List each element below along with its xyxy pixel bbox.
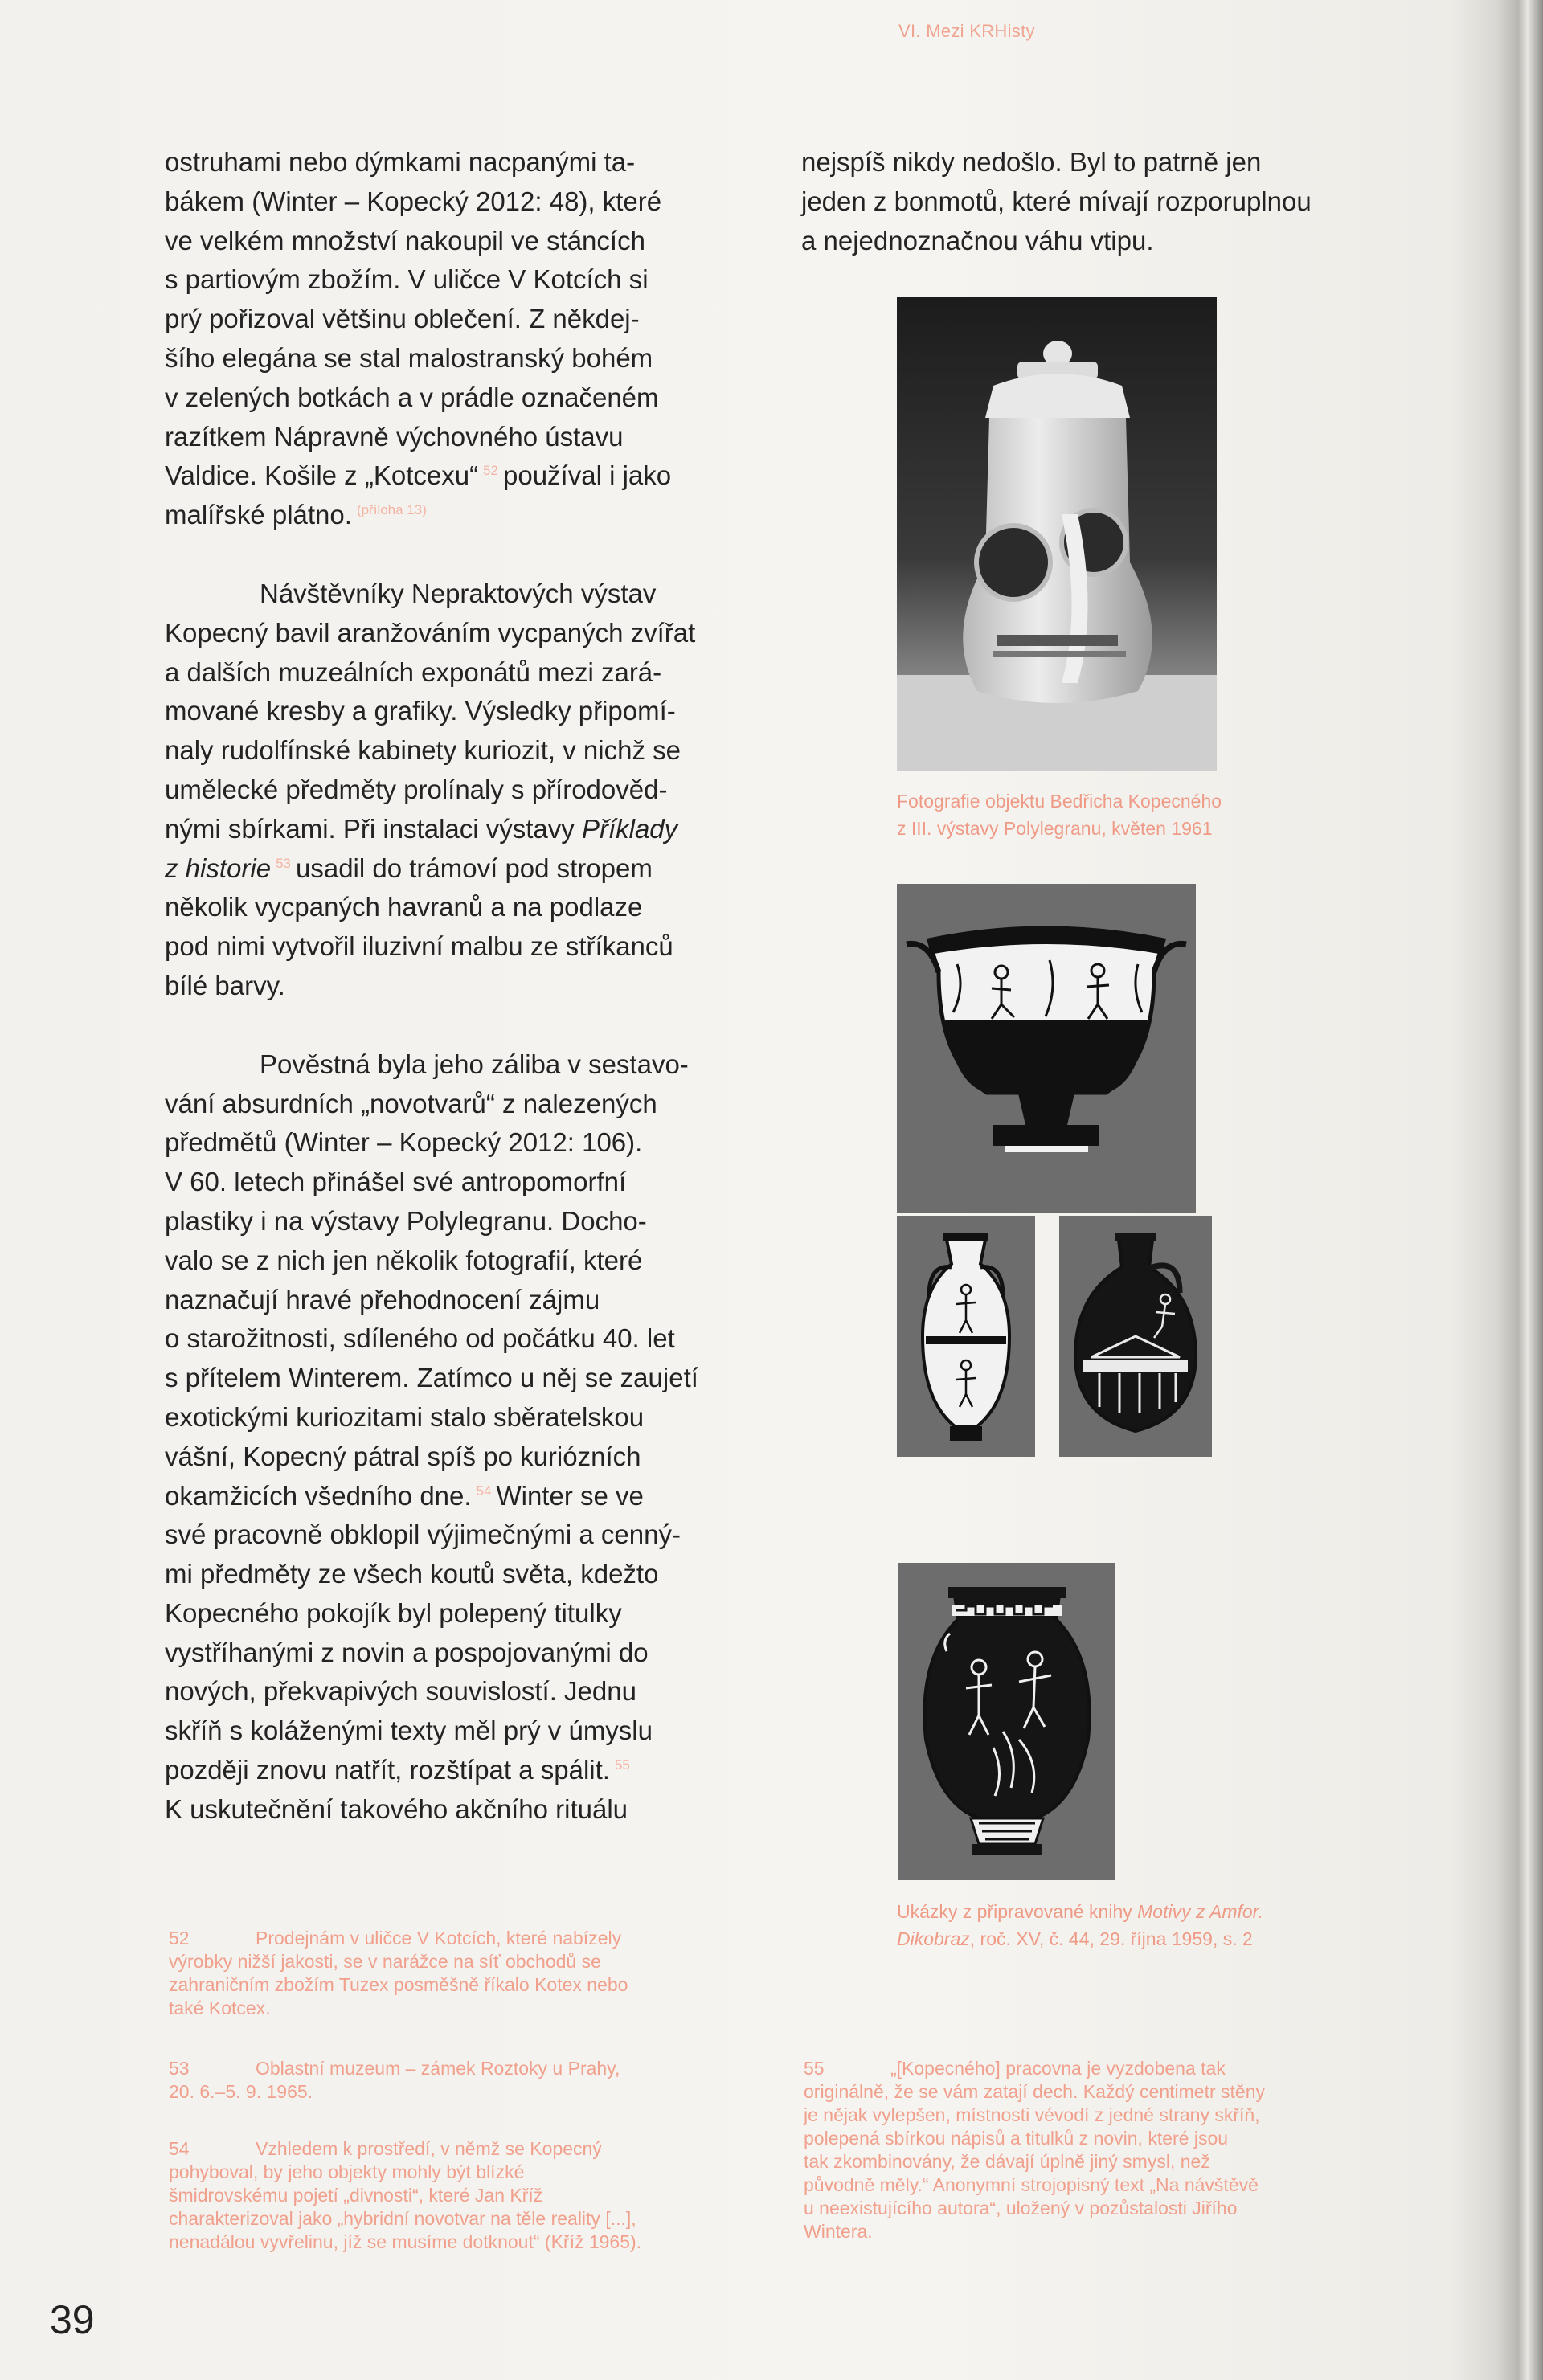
text-line: razítkem Nápravně výchovného ústavu [165,421,624,452]
amphora-illustration [897,1216,1035,1457]
caption-vase-drawings [897,1898,1263,1953]
paragraph-2 [165,575,776,1006]
right-text-column [801,143,1412,260]
text-line: vášní, Kopecný pátral spíš po kuriózních [165,1441,641,1471]
footnote-line: 20. 6.–5. 9. 1965. [169,2081,313,2102]
text-line: několik vycpaných havranů a na podlaze [165,892,643,922]
text-line: bílé barvy. [165,970,285,1000]
vase-drawing-amphora [897,1216,1035,1457]
footnote-line: charakterizoval jako „hybridní novotvar na těle reality [...], [169,2208,636,2229]
footnote-ref-52[interactable]: 52 [483,463,498,479]
krater-illustration [897,884,1196,1213]
flask-illustration [1059,1216,1212,1457]
text-line: vystříhanými z novin a pospojovanými do [165,1637,649,1667]
text-line: a nejednoznačnou váhu vtipu. [801,225,1154,256]
text-line: s partiovým zbožím. V uličce V Kotcích si [165,264,649,295]
text-line: nejspíš nikdy nedošlo. Byl to patrně jen [801,147,1262,177]
page-number: 39 [50,2297,95,2342]
periodical-title: Dikobraz [897,1928,970,1949]
text-line: předmětů (Winter – Kopecký 2012: 106). [165,1127,643,1158]
appendix-ref[interactable]: (příloha 13) [356,502,427,518]
text-line: naznačují hravé přehodnocení zájmu [165,1284,600,1315]
caption-line: Dikobraz, roč. XV, č. 44, 29. října 1959, s. 2 [897,1928,1253,1949]
text-line: své pracovně obklopil výjimečnými a cenný- [165,1519,681,1550]
text-line: Návštěvníky Nepraktových výstav [260,578,657,608]
text-line: prý pořizoval většinu oblečení. Z někdej- [165,304,640,334]
text-line: skříň s koláženými texty měl prý v úmyslu [165,1715,653,1746]
text-line: malířské plátno. $^{(příloha 13)}$ [165,500,427,530]
exhibition-title: Příklady [581,813,678,844]
vase-drawing-flask [1059,1216,1212,1457]
footnote-ref-53[interactable]: 53 [276,855,291,871]
footnote-55 [804,2057,1265,2243]
footnote-line: výrobky nižší jakosti, se v narážce na síť obchodů se [169,1951,601,1972]
footnote-ref-55[interactable]: 55 [614,1757,630,1773]
text-line: pod nimi vytvořil iluzivní malbu ze stříkanců [165,931,673,962]
text-line: ostruhami nebo dýmkami nacpanými ta- [165,147,636,177]
text-line: valo se z nich jen několik fotografií, které [165,1245,643,1275]
vase-drawing-krater [897,884,1196,1213]
caption-photo-object [897,787,1222,842]
vase-drawing-tall [898,1563,1115,1880]
footnote-ref-54[interactable]: 54 [476,1482,492,1499]
footnote-52 [169,1927,628,2020]
text-line: později znovu natřít, rozštípat a spálit. $^{55}$ [165,1755,630,1785]
footnote-line: polepená sbírkou nápisů a titulků z novin, které jsou [804,2128,1229,2149]
book-title: Motivy z Amfor. [1137,1901,1263,1922]
footnote-line: Wintera. [804,2221,873,2242]
left-text-column [165,143,776,1869]
footnote-number: 52 [169,1928,190,1949]
paragraph-3 [165,1045,776,1830]
footnote-line: zahraničním zbožím Tuzex posměšně říkalo Kotex nebo [169,1974,628,1995]
text-line: mi předměty ze všech koutů světa, kdežto [165,1559,659,1589]
text-line: Kopecný bavil aranžováním vycpaných zvířat [165,617,696,648]
text-line: umělecké předměty prolínaly s přírodověd- [165,774,668,804]
text-line: bákem (Winter – Kopecký 2012: 48), které [165,186,662,216]
footnote-line: je nějak vylepšen, místnosti vévodí z jedné strany skříň, [804,2104,1260,2125]
footnote-number: 54 [169,2138,190,2159]
footnote-54 [169,2137,641,2254]
text-line: o starožitnosti, sdíleného od počátku 40. let [165,1323,675,1354]
text-line: jeden z bonmotů, které mívají rozporuplnou [801,186,1312,216]
footnote-line: tak zkombinovány, že dávají úplně jiný smysl, než [804,2151,1210,2172]
footnote-line: 53 Oblastní muzeum – zámek Roztoky u Prahy, [169,2058,620,2079]
text-line: Valdice. Košile z „Kotcexu“ $^{52}$ používal i jako [165,460,672,491]
text-line: exotickými kuriozitami stalo sběratelskou [165,1401,645,1432]
text-line: naly rudolfínské kabinety kuriozit, v nichž se [165,735,681,766]
text-line: z historie $^{53}$ usadil do trámoví pod stropem [165,853,653,883]
object-photo-illustration [897,297,1217,771]
footnote-line: 55 „[Kopecného] pracovna je vyzdobena tak [804,2058,1226,2079]
text-line: nými sbírkami. Při instalaci výstavy Příklady [165,813,678,844]
text-line: okamžicích všedního dne. $^{54}$ Winter se ve [165,1480,644,1511]
exhibition-title: z historie [165,853,272,883]
text-line: s přítelem Winterem. Zatímco u něj se zaujetí [165,1363,698,1393]
paragraph-1 [165,143,776,535]
caption-line: Fotografie objektu Bedřicha Kopecného [897,791,1222,812]
footnote-line: šmidrovskému pojetí „divnosti“, které Jan Kříž [169,2185,543,2206]
footnote-line: také Kotcex. [169,1998,271,2018]
caption-line: z III. výstavy Polylegranu, květen 1961 [897,818,1213,839]
footnote-number: 53 [169,2058,190,2079]
text-line: ve velkém množství nakoupil ve stáncích [165,225,645,256]
text-line: plastiky i na výstavy Polylegranu. Docho- [165,1205,647,1236]
text-line: Kopecného pokojík byl polepený titulky [165,1597,622,1628]
text-line: a dalších muzeálních exponátů mezi zará- [165,656,662,687]
text-line: Pověstná byla jeho záliba v sestavo- [260,1049,689,1079]
running-head: VI. Mezi KRHisty [898,21,1035,41]
footnote-line: původně měly.“ Anonymní strojopisný text „Na návštěvě [804,2174,1259,2195]
footnote-line: pohyboval, by jeho objekty mohly být blízké [169,2161,525,2182]
text-line: vání absurdních „novotvarů“ z nalezených [165,1088,657,1118]
text-line: nových, překvapivých souvislostí. Jednu [165,1676,636,1707]
text-line: V 60. letech přinášel své antropomorfní [165,1167,627,1197]
caption-line: Ukázky z připravované knihy Motivy z Amfor. [897,1901,1263,1922]
footnote-line: originálně, že se vám zatají dech. Každý centimetr stěny [804,2081,1266,2102]
photo-kopecny-object [897,297,1217,771]
footnote-line: 52 Prodejnám v uličce V Kotcích, které nabízely [169,1928,622,1949]
tall-vase-illustration [898,1563,1115,1880]
text-line: mované kresby a grafiky. Výsledky připomí- [165,696,676,726]
footnote-line: 54 Vzhledem k prostředí, v němž se Kopecný [169,2138,602,2159]
footnote-line: u neexistujícího autora“, uložený v pozůstalosti Jiřího [804,2198,1238,2218]
footnote-number: 55 [804,2058,825,2079]
footnote-line: nenadálou vyvřelinu, jíž se musíme dotknout“ (Kříž 1965). [169,2231,642,2252]
text-line: K uskutečnění takového akčního rituálu [165,1793,628,1824]
text-line: v zelených botkách a v prádle označeném [165,382,659,412]
text-line: šího elegána se stal malostranský bohém [165,342,653,373]
footnote-53 [169,2057,620,2104]
